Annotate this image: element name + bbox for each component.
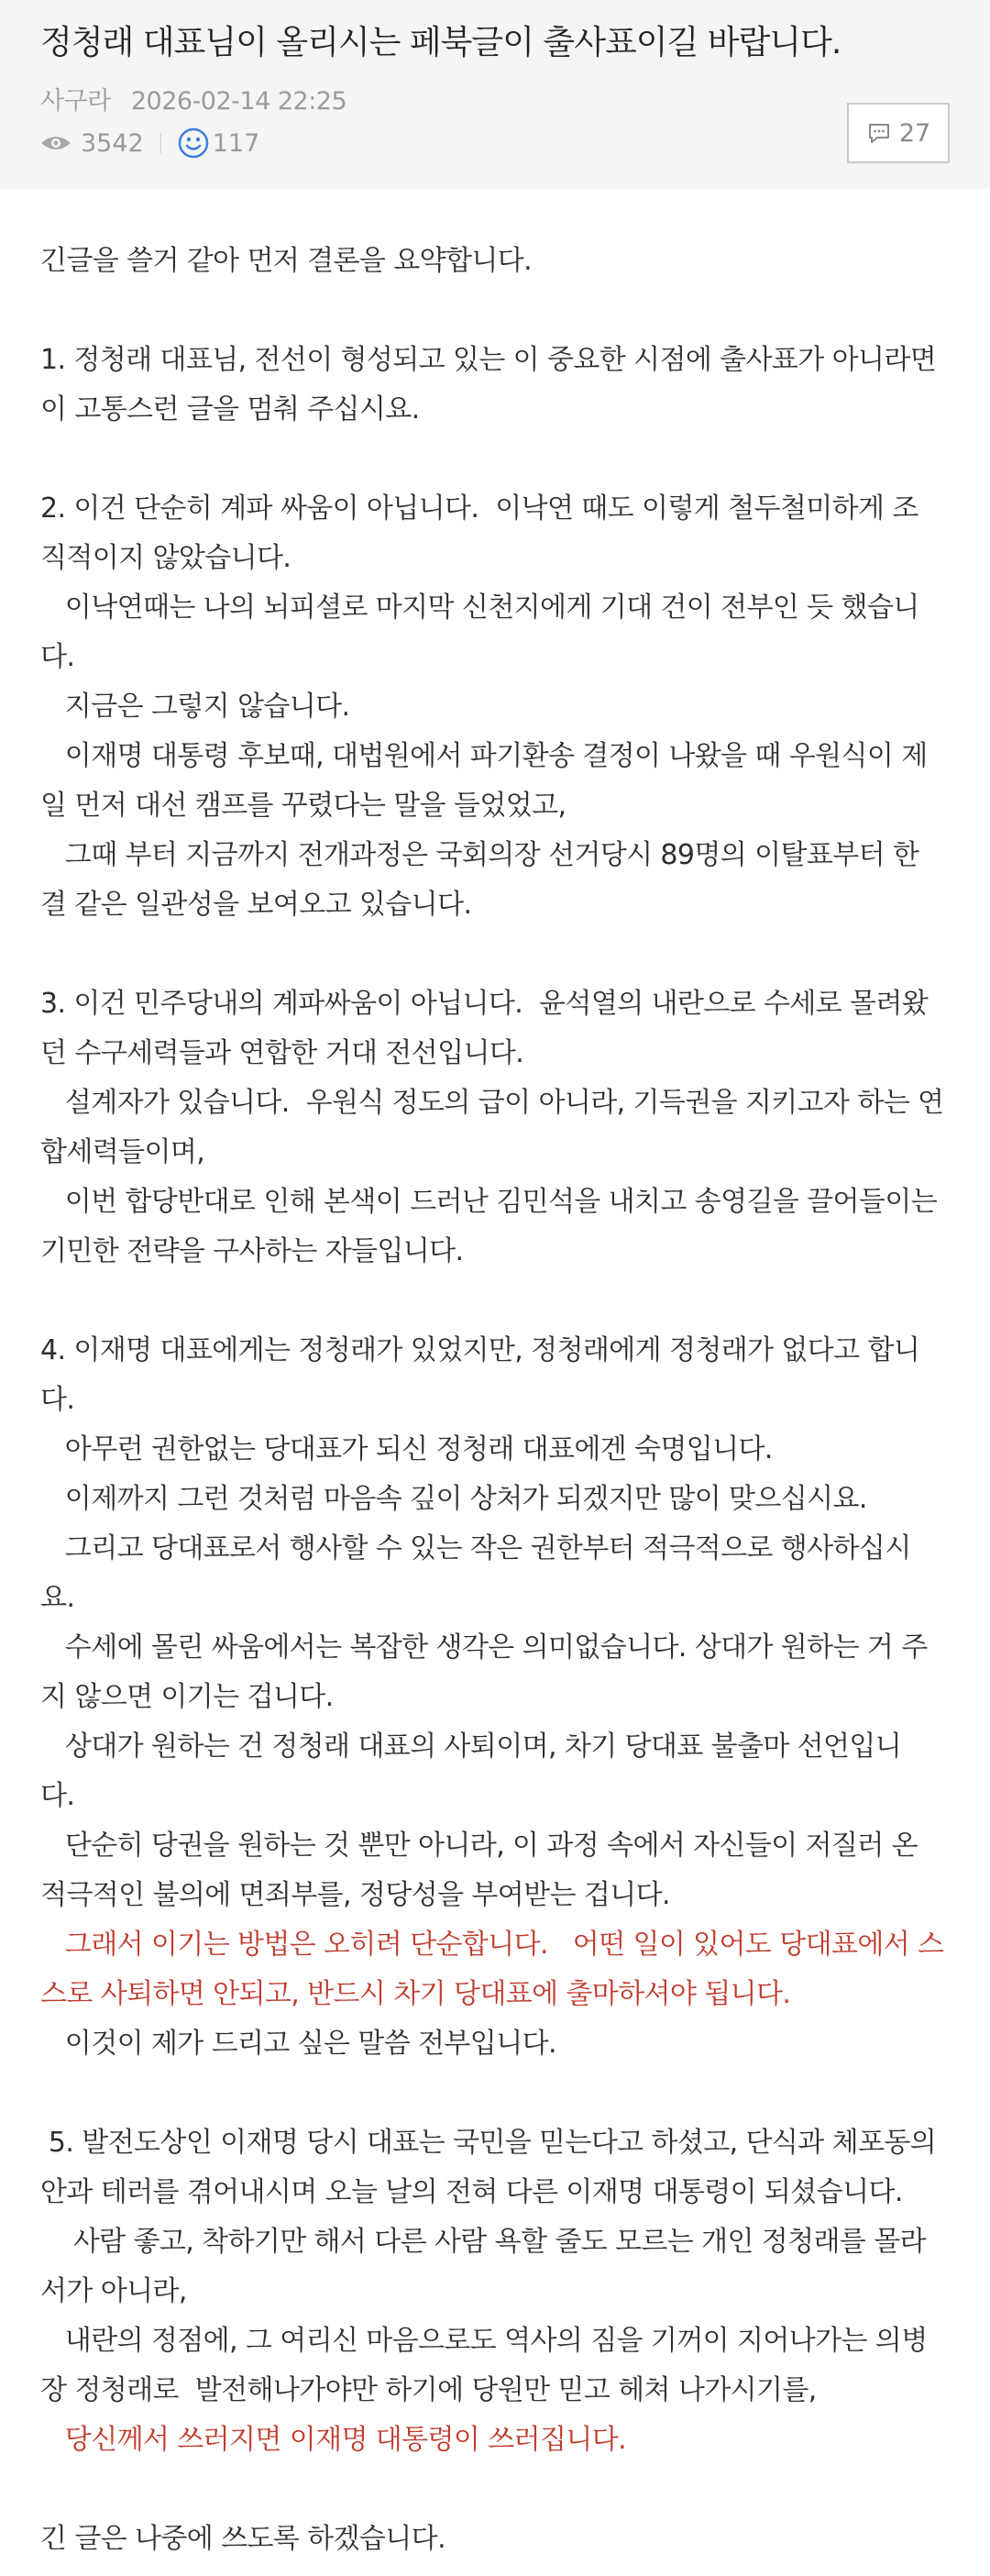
- post-datetime: 2026-02-14 22:25: [130, 87, 347, 116]
- like-count[interactable]: [178, 127, 260, 159]
- body-line: 이재명 대통령 후보때, 대법원에서 파기환송 결정이 나왔을 때 우원식이 제: [40, 740, 928, 772]
- body-blank-line: [40, 2465, 948, 2515]
- post-body: [0, 189, 990, 2564]
- body-blank-line: [40, 930, 948, 979]
- body-line: 수세에 몰린 싸움에서는 복잡한 생각은 의미없습니다. 상대가 원하는 거 주: [40, 1631, 928, 1664]
- post-stats: [40, 127, 950, 159]
- body-line: 긴글을 쓸거 같아 먼저 결론을 요약합니다.: [40, 245, 533, 277]
- post-header: [0, 0, 990, 189]
- body-line: 2. 이건 단순히 계파 싸움이 아닙니다. 이낙연 때도 이렇게 철두철미하게 조: [40, 492, 918, 525]
- body-blank-line: [40, 435, 948, 484]
- body-line: 일 먼저 대선 캠프를 꾸렸다는 말을 들었었고,: [40, 790, 566, 822]
- body-line: 서가 아니라,: [40, 2275, 187, 2307]
- body-line: 요.: [40, 1582, 75, 1614]
- body-line: 그때 부터 지금까지 전개과정은 국회의장 선거당시 89명의 이탈표부터 한: [40, 839, 919, 871]
- body-line: 다.: [40, 641, 75, 673]
- post-meta: [40, 81, 950, 116]
- eye-icon: [40, 134, 72, 152]
- body-line: 던 수구세력들과 연합한 거대 전선입니다.: [40, 1037, 524, 1069]
- comment-button[interactable]: [847, 103, 950, 163]
- body-line: 다.: [40, 1384, 75, 1416]
- body-line: 이제까지 그런 것처럼 마음속 깊이 상처가 되겠지만 많이 맞으십시요.: [40, 1483, 867, 1515]
- body-line: 안과 테러를 겪어내시며 오늘 날의 전혀 다른 이재명 대통령이 되셨습니다.: [40, 2176, 903, 2208]
- body-line: 내란의 정점에, 그 여리신 마음으로도 역사의 짐을 기꺼이 지어나가는 의병: [40, 2325, 928, 2357]
- body-line: 3. 이건 민주당내의 계파싸움이 아닙니다. 윤석열의 내란으로 수세로 몰려왔: [40, 988, 929, 1020]
- smile-icon[interactable]: [178, 127, 209, 159]
- body-line: 합세력들이며,: [40, 1136, 205, 1168]
- body-line: 4. 이재명 대표에게는 정청래가 있었지만, 정청래에게 정청래가 없다고 합니: [40, 1334, 920, 1366]
- comment-icon: [866, 120, 892, 146]
- body-line: 그리고 당대표로서 행사할 수 있는 작은 권한부터 적극적으로 행사하십시: [40, 1532, 911, 1564]
- body-line-highlight: 당신께서 쓰러지면 이재명 대통령이 쓰러집니다.: [40, 2424, 627, 2456]
- body-line: 5. 발전도상인 이재명 당시 대표는 국민을 믿는다고 하셨고, 단식과 체포동의: [40, 2127, 937, 2159]
- body-line: 다.: [40, 1780, 75, 1812]
- body-line: 1. 정청래 대표님, 전선이 형성되고 있는 이 중요한 시점에 출사표가 아니라면: [40, 344, 937, 376]
- body-line: 이 고통스런 글을 멈춰 주십시요.: [40, 393, 420, 426]
- body-blank-line: [40, 1277, 948, 1326]
- body-blank-line: [40, 286, 948, 336]
- body-line-highlight: 그래서 이기는 방법은 오히려 단순합니다. 어떤 일이 있어도 당대표에서 스: [40, 1929, 944, 1961]
- body-line: 단순히 당권을 원하는 것 뿐만 아니라, 이 과정 속에서 자신들이 저질러 온: [40, 1830, 918, 1862]
- body-line: 사람 좋고, 착하기만 해서 다른 사람 욕할 줄도 모르는 개인 정청래를 몰라: [40, 2226, 926, 2258]
- body-line: 긴 글은 나중에 쓰도록 하겠습니다.: [40, 2523, 446, 2555]
- body-line: 이번 합당반대로 인해 본색이 드러난 김민석을 내치고 송영길을 끌어들이는: [40, 1186, 938, 1218]
- body-line: 직적이지 않았습니다.: [40, 542, 292, 574]
- body-line: 아무런 권한없는 당대표가 되신 정청래 대표에겐 숙명입니다.: [40, 1433, 773, 1465]
- comment-count: 27: [898, 118, 931, 148]
- body-line-highlight: 스로 사퇴하면 안되고, 반드시 차기 당대표에 출마하셔야 됩니다.: [40, 1978, 791, 2010]
- body-line: 결 같은 일관성을 보여오고 있습니다.: [40, 889, 472, 921]
- body-line: 설계자가 있습니다. 우원식 정도의 급이 아니라, 기득권을 지키고자 하는 연: [40, 1087, 944, 1119]
- like-count-value: 117: [212, 128, 260, 158]
- view-count-value: 3542: [81, 128, 144, 158]
- post-title: 정청래 대표님이 올리시는 페북글이 출사표이길 바랍니다.: [40, 24, 842, 61]
- body-line: 기민한 전략을 구사하는 자들입니다.: [40, 1235, 464, 1267]
- body-blank-line: [40, 2069, 948, 2118]
- view-count: [40, 129, 144, 158]
- body-line: 이낙연때는 나의 뇌피셜로 마지막 신천지에게 기대 건이 전부인 듯 했습니: [40, 591, 919, 624]
- body-line: 적극적인 불의에 면죄부를, 정당성을 부여받는 겁니다.: [40, 1879, 670, 1911]
- body-line: 지금은 그렇지 않습니다.: [40, 691, 350, 723]
- body-line: 이것이 제가 드리고 싶은 말씀 전부입니다.: [40, 2028, 556, 2060]
- stats-divider: [160, 133, 161, 153]
- author-name[interactable]: 사구라: [40, 87, 111, 116]
- body-line: 지 않으면 이기는 겁니다.: [40, 1681, 334, 1713]
- body-line: 상대가 원하는 건 정청래 대표의 사퇴이며, 차기 당대표 불출마 선언입니: [40, 1730, 902, 1763]
- body-line: 장 정청래로 발전해나가야만 하기에 당원만 믿고 헤쳐 나가시기를,: [40, 2374, 817, 2406]
